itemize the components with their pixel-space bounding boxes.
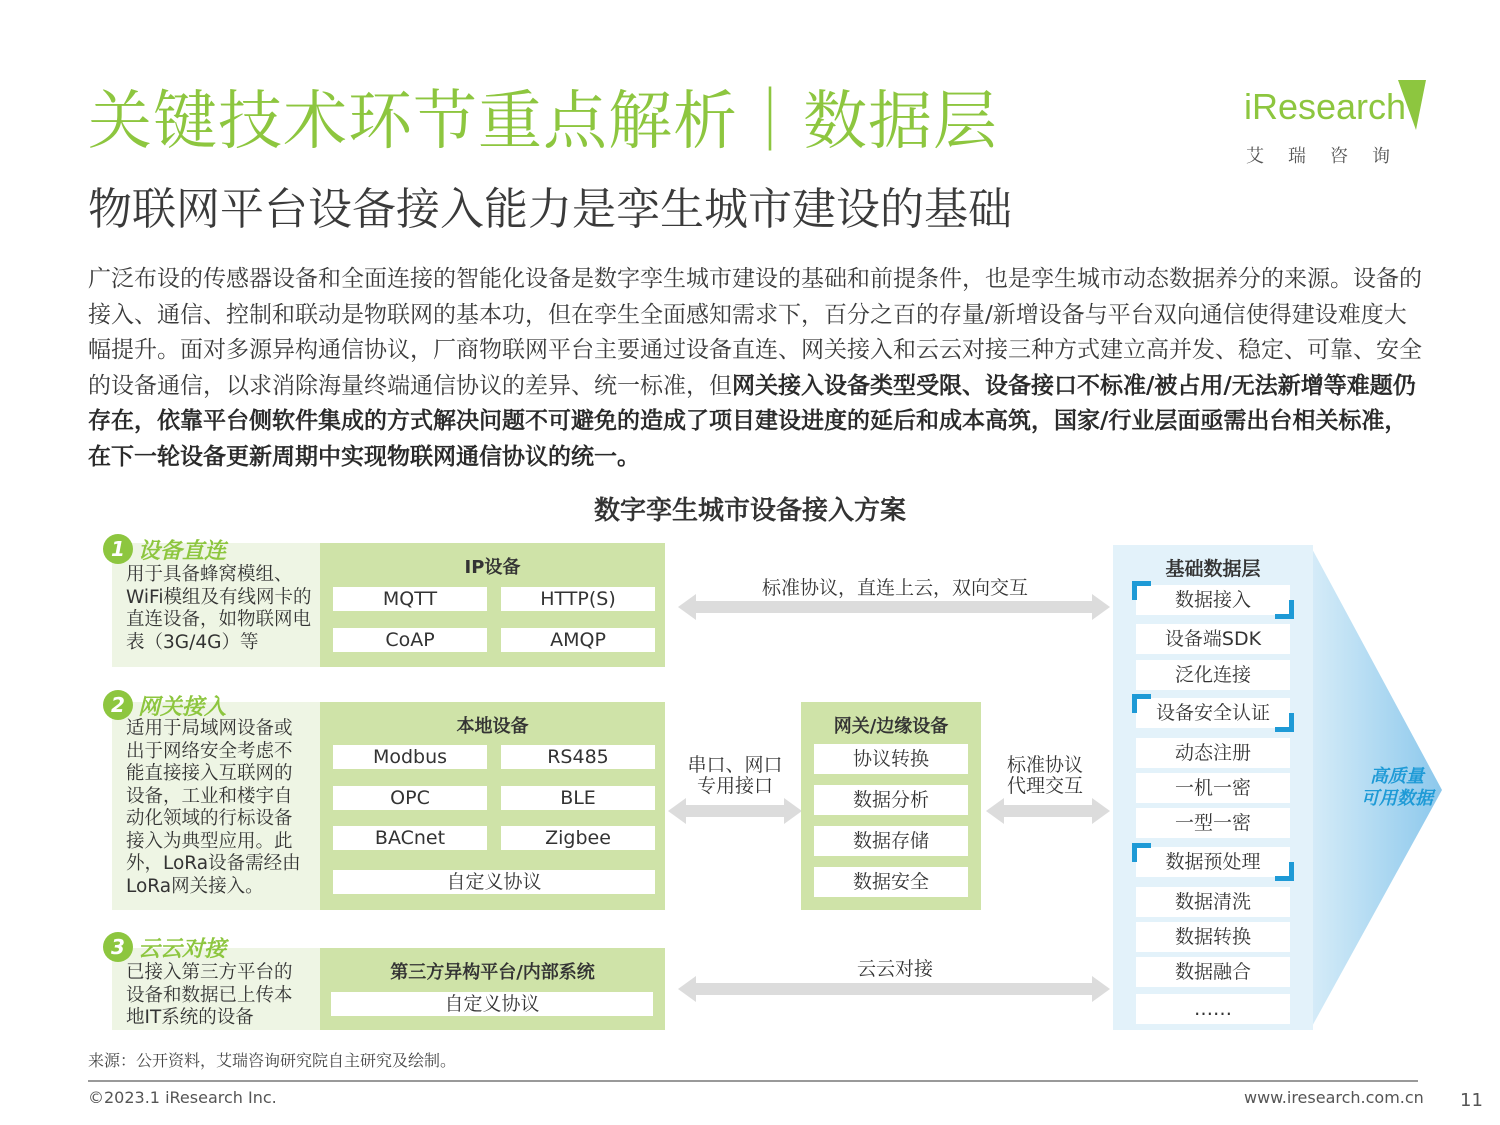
section-2-number: 2 bbox=[103, 690, 133, 720]
custom-protocol-chip: 自定义协议 bbox=[333, 870, 655, 894]
arrow-serial-label-2: 专用接口 bbox=[696, 775, 773, 797]
section-3-label: 云云对接 bbox=[138, 937, 227, 962]
base-item: 数据融合 bbox=[1136, 957, 1290, 987]
logo-subtext: 艾瑞咨询 bbox=[1246, 146, 1414, 167]
website-link[interactable]: www.iresearch.com.cn bbox=[1244, 1088, 1424, 1107]
base-item: 设备安全认证 bbox=[1136, 698, 1290, 728]
body-normal: 广泛布设的传感器设备和全面连接的智能化设备是数字孪生城市建设的基础和前提条件，也是孪生城市动态数据养分的来源。设备的接入、通信、控制和联动是物联网的基本功，但在孪生全面感知需求下，百分之百的存量/新增设备与平台双向通信使得建设难度大幅提升。面对多源异构通信协议，厂商物联网平台主要通过设备直连、网关接入和云云对接三种方式建立高并发、稳定、可靠、安全的设备通信，以求消除海量终端通信协议的差异、统一标准，但 bbox=[88, 266, 1422, 399]
arrow-serial-label-1: 串口、网口 bbox=[687, 754, 783, 776]
section-3-number: 3 bbox=[103, 932, 133, 962]
base-item: …… bbox=[1136, 994, 1290, 1024]
local-device-title: 本地设备 bbox=[456, 716, 529, 737]
protocol-chip: Modbus bbox=[333, 745, 487, 769]
arrow-direct-label: 标准协议，直连上云，双向交互 bbox=[761, 577, 1028, 599]
base-item: 动态注册 bbox=[1136, 738, 1290, 768]
page-subtitle: 物联网平台设备接入能力是孪生城市建设的基础 bbox=[88, 184, 1012, 235]
protocol-chip: OPC bbox=[333, 786, 487, 810]
section-1-label: 设备直连 bbox=[138, 539, 227, 564]
base-item: 一型一密 bbox=[1136, 808, 1290, 838]
base-item: 数据接入 bbox=[1136, 585, 1290, 615]
page-number: 11 bbox=[1460, 1090, 1483, 1111]
section-2-label: 网关接入 bbox=[138, 695, 227, 720]
gateway-item: 数据分析 bbox=[814, 785, 968, 815]
arrow-proxy bbox=[986, 798, 1110, 824]
custom-protocol-chip: 自定义协议 bbox=[331, 992, 653, 1016]
diagram-title: 数字孪生城市设备接入方案 bbox=[593, 496, 906, 526]
gateway-title: 网关/边缘设备 bbox=[833, 716, 949, 737]
section-1-number: 1 bbox=[103, 534, 133, 564]
base-item: 数据清洗 bbox=[1136, 887, 1290, 917]
protocol-chip: AMQP bbox=[501, 628, 655, 652]
gateway-item: 数据存储 bbox=[814, 826, 968, 856]
gateway-item: 协议转换 bbox=[814, 744, 968, 774]
protocol-chip: BLE bbox=[501, 786, 655, 810]
base-item: 设备端SDK bbox=[1136, 624, 1290, 654]
protocol-chip: RS485 bbox=[501, 745, 655, 769]
source-note: 来源：公开资料，艾瑞咨询研究院自主研究及绘制。 bbox=[88, 1051, 457, 1070]
protocol-chip: Zigbee bbox=[501, 826, 655, 850]
protocol-chip: HTTP(S) bbox=[501, 587, 655, 611]
gateway-item: 数据安全 bbox=[814, 867, 968, 897]
arrow-proxy-label-1: 标准协议 bbox=[1006, 754, 1083, 776]
section-1-desc: 用于具备蜂窝模组、WiFi模组及有线网卡的直连设备，如物联网电表（3G/4G）等 bbox=[126, 564, 312, 653]
logo-text: iResearch bbox=[1244, 86, 1407, 127]
ip-device-title: IP设备 bbox=[464, 557, 521, 578]
protocol-chip: BACnet bbox=[333, 826, 487, 850]
third-party-box bbox=[320, 948, 665, 1030]
base-item: 泛化连接 bbox=[1136, 660, 1290, 690]
base-layer-title: 基础数据层 bbox=[1165, 558, 1261, 580]
base-item: 数据预处理 bbox=[1136, 847, 1290, 877]
copyright: ©2023.1 iResearch Inc. bbox=[88, 1088, 277, 1107]
page-title: 关键技术环节重点解析｜数据层 bbox=[88, 85, 998, 159]
local-device-box bbox=[320, 702, 665, 910]
protocol-chip: CoAP bbox=[333, 628, 487, 652]
ip-device-box bbox=[320, 543, 665, 667]
arrow-cloud-label: 云云对接 bbox=[856, 958, 933, 980]
gateway-box bbox=[801, 702, 981, 910]
output-label-1: 高质量 bbox=[1370, 766, 1424, 787]
base-data-layer bbox=[1113, 545, 1313, 1030]
body-bold: 网关接入设备类型受限、设备接口不标准/被占用/无法新增等难题仍存在，依靠平台侧软件集成的方式解决问题不可避免的造成了项目建设进度的延后和成本高筑，国家/行业层面亟需出台相关标准，在下一轮设备更新周期中实现物联网通信协议的统一。 bbox=[88, 372, 1416, 470]
arrow-proxy-label-2: 代理交互 bbox=[1006, 775, 1083, 797]
arrow-serial bbox=[668, 798, 802, 824]
output-label-2: 可用数据 bbox=[1361, 788, 1433, 809]
base-item: 一机一密 bbox=[1136, 773, 1290, 803]
output-label bbox=[1352, 766, 1442, 810]
third-party-title: 第三方异构平台/内部系统 bbox=[390, 962, 595, 983]
section-2-desc: 适用于局域网设备或出于网络安全考虑不能直接接入互联网的设备，工业和楼宇自动化领域的行标设备接入为典型应用。此外，LoRa设备需经由LoRa网关接入。 bbox=[126, 718, 301, 897]
base-item: 数据转换 bbox=[1136, 922, 1290, 952]
section-3-desc: 已接入第三方平台的设备和数据已上传本地IT系统的设备 bbox=[126, 962, 293, 1028]
protocol-chip: MQTT bbox=[333, 587, 487, 611]
footer-divider bbox=[88, 1080, 1418, 1082]
